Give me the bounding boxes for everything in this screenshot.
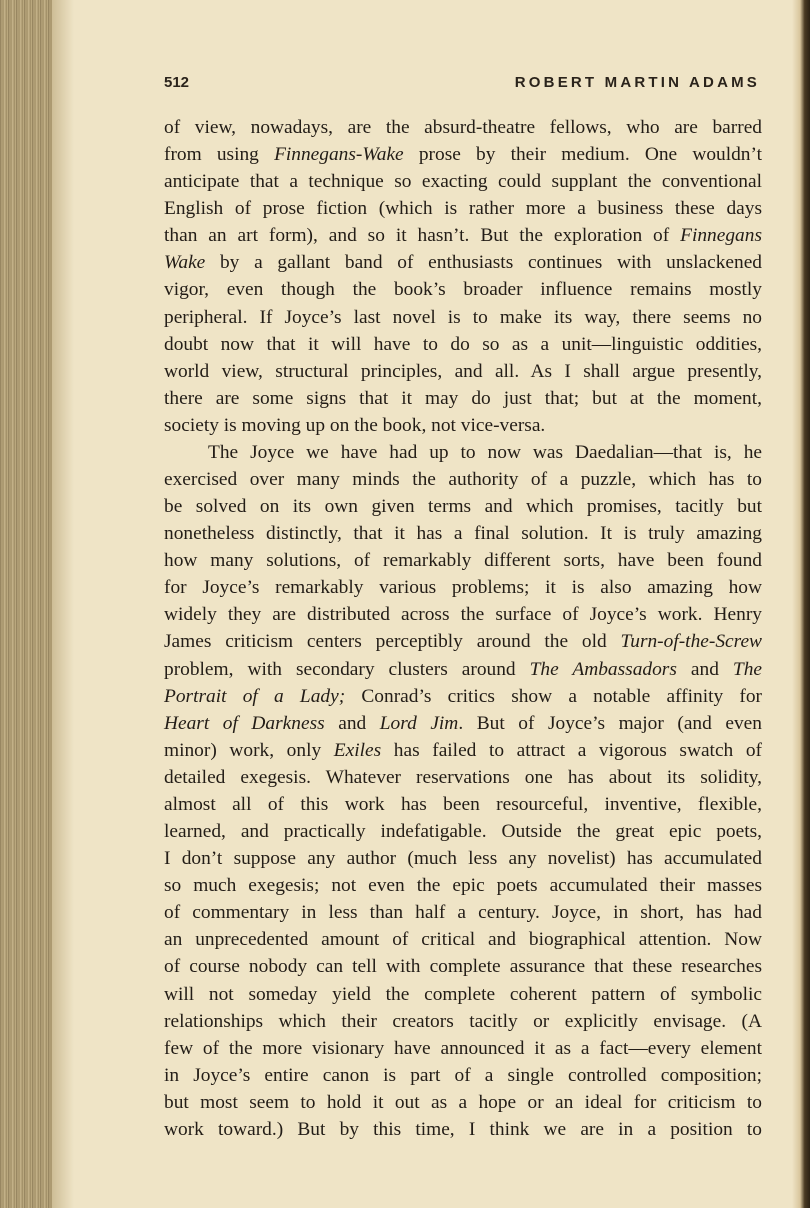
book-gutter <box>0 0 52 1208</box>
running-head: ROBERT MARTIN ADAMS <box>514 74 760 91</box>
text-line: Portrait of a Lady; Conrad’s critics show a notable affinity for <box>164 685 762 707</box>
text-line: Wake by a gallant band of enthusiasts continues with unslackened <box>164 252 762 274</box>
text-line: but most seem to hold it out as a hope or an ideal for criticism to <box>164 1091 762 1113</box>
text-line: an unprecedented amount of critical and biographical attention. Now <box>164 929 762 951</box>
body-text <box>164 114 762 1143</box>
text-line: of view, nowadays, are the absurd-theatre fellows, who are barred <box>164 117 762 138</box>
text-line: in Joyce’s entire canon is part of a single controlled composition; <box>164 1064 762 1086</box>
text-line: world view, structural principles, and all. As I shall argue presently, <box>164 360 762 382</box>
text-line: doubt now that it will have to do so as a unit—linguistic oddities, <box>164 333 762 355</box>
text-line: few of the more visionary have announced it as a fact—every element <box>164 1037 762 1059</box>
text-line: I don’t suppose any author (much less any novelist) has accumulated <box>164 848 762 870</box>
page-edge <box>792 0 810 1208</box>
text-line: relationships which their creators tacitly or explicitly envisage. (A <box>164 1010 762 1032</box>
text-line: widely they are distributed across the surface of Joyce’s work. Henry <box>164 604 762 626</box>
paragraph <box>164 439 762 1143</box>
page-number: 512 <box>164 74 190 91</box>
text-line: exercised over many minds the authority of a puzzle, which has to <box>164 469 762 491</box>
paragraph <box>164 114 762 439</box>
text-line: learned, and practically indefatigable. Outside the great epic poets, <box>164 821 762 843</box>
text-line: how many solutions, of remarkably different sorts, have been found <box>164 550 762 572</box>
text-line: will not someday yield the complete coherent pattern of symbolic <box>164 983 762 1005</box>
text-line: so much exegesis; not even the epic poets accumulated their masses <box>164 875 762 897</box>
text-line: society is moving up on the book, not vice-versa. <box>164 414 546 436</box>
text-line: be solved on its own given terms and which promises, tacitly but <box>164 496 762 518</box>
page-header <box>164 74 760 100</box>
text-line: James criticism centers perceptibly around the old Turn-of-the-Screw <box>164 631 762 653</box>
text-line: work toward.) But by this time, I think we are in a position to <box>164 1118 762 1140</box>
gutter-shadow <box>52 0 74 1208</box>
text-line: peripheral. If Joyce’s last novel is to make its way, there seems no <box>164 306 762 328</box>
text-line: from using Finnegans-Wake prose by their medium. One wouldn’t <box>164 144 762 166</box>
text-line: almost all of this work has been resourceful, inventive, flexible, <box>164 793 762 815</box>
text-line: Heart of Darkness and Lord Jim. But of Joyce’s major (and even <box>164 712 762 734</box>
text-line: nonetheless distinctly, that it has a final solution. It is truly amazing <box>164 523 762 545</box>
text-line: The Joyce we have had up to now was Daedalian—that is, he <box>208 441 762 463</box>
text-line: problem, with secondary clusters around The Ambassadors and The <box>164 658 762 680</box>
text-line: vigor, even though the book’s broader influence remains mostly <box>164 279 762 301</box>
text-line: of commentary in less than half a century. Joyce, in short, has had <box>164 902 762 924</box>
text-line: for Joyce’s remarkably various problems; it is also amazing how <box>164 577 762 599</box>
text-line: minor) work, only Exiles has failed to attract a vigorous swatch of <box>164 739 763 761</box>
text-line: English of prose fiction (which is rather more a business these days <box>164 198 762 220</box>
text-line: detailed exegesis. Whatever reservations one has about its solidity, <box>164 766 762 788</box>
text-line: anticipate that a technique so exacting could supplant the conventional <box>164 171 762 193</box>
text-line: of course nobody can tell with complete assurance that these researches <box>164 956 762 978</box>
text-line: than an art form), and so it hasn’t. But the exploration of Finnegans <box>164 225 762 247</box>
text-line: there are some signs that it may do just that; but at the moment, <box>164 387 762 409</box>
